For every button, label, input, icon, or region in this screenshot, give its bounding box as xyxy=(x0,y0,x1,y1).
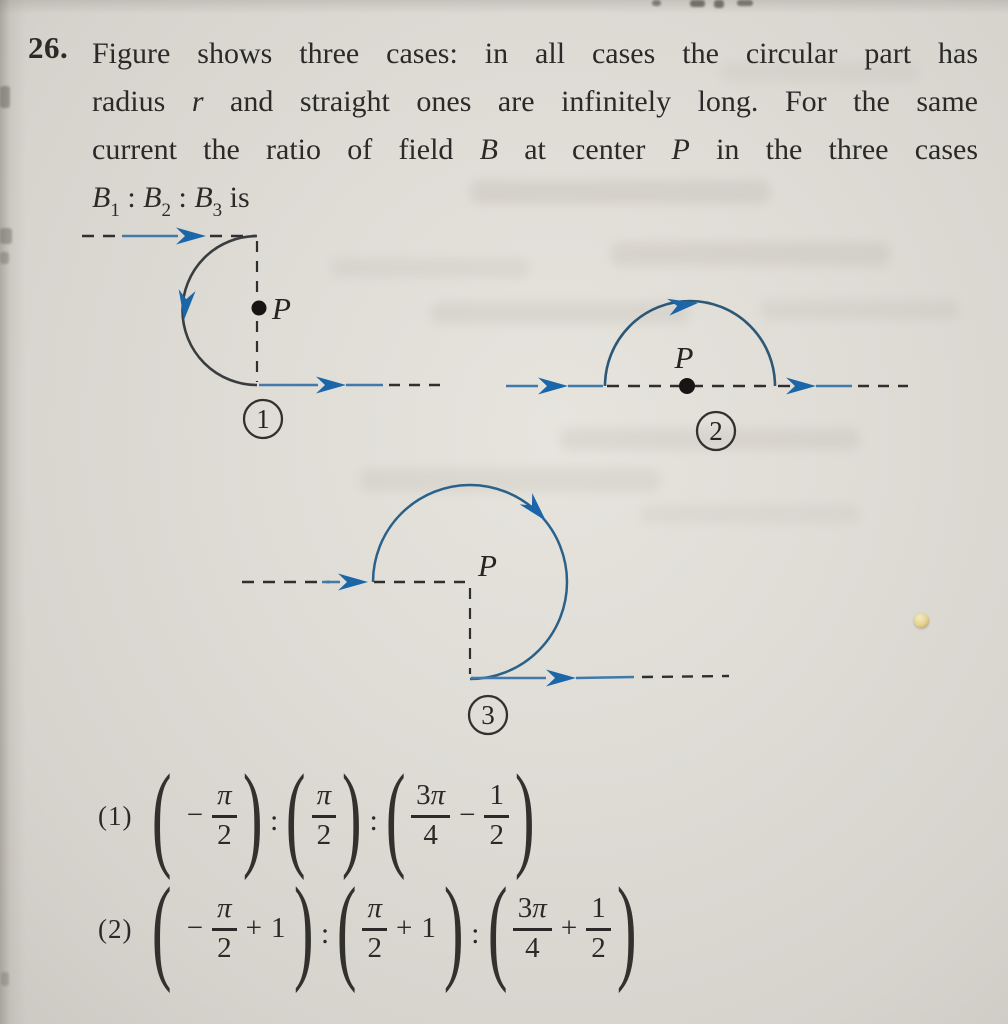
point-P-label: P xyxy=(674,340,694,375)
fraction-pi-2 xyxy=(312,780,337,851)
text-segment: current the ratio of field xyxy=(92,133,480,166)
option-2 xyxy=(98,863,637,995)
wire-current-segment xyxy=(576,677,634,678)
case-number: 1 xyxy=(256,404,270,434)
fraction-3pi-4 xyxy=(513,893,552,964)
page-edge-mark xyxy=(1,972,9,986)
question-line-1: Figure shows three cases: in all cases the circular part has xyxy=(92,37,978,70)
current-arrowhead xyxy=(667,295,699,316)
open-paren: ( xyxy=(487,863,507,995)
text-segment: is xyxy=(222,181,250,214)
var-B2: B xyxy=(143,181,162,214)
numerator: π xyxy=(367,892,382,925)
fraction-pi-2 xyxy=(362,893,387,964)
denominator: 2 xyxy=(591,931,606,964)
integer-one: 1 xyxy=(421,912,436,945)
denominator: 2 xyxy=(367,931,382,964)
plus-sign: + xyxy=(245,912,263,945)
var-B: B xyxy=(479,133,498,166)
ghost-smudge xyxy=(610,242,890,266)
text-segment: radius xyxy=(92,85,192,118)
figure-case-1 xyxy=(68,222,460,446)
fraction-pi-2 xyxy=(212,780,237,851)
point-P-label: P xyxy=(272,291,291,326)
text-segment: in the three cases xyxy=(689,133,978,166)
question-line-2 xyxy=(92,78,978,126)
case-number: 3 xyxy=(481,700,495,730)
subscript-3: 3 xyxy=(212,200,223,221)
fraction-bar xyxy=(484,815,509,817)
colon: : xyxy=(119,181,144,214)
fraction-pi-2 xyxy=(212,893,237,964)
option-1-term-1 xyxy=(168,780,247,851)
wire-dashed-segment xyxy=(642,676,729,677)
ratio-colon: : xyxy=(369,804,378,837)
option-1-term-3 xyxy=(401,780,519,851)
close-paren: ) xyxy=(341,750,362,882)
text-segment: at center xyxy=(497,133,672,166)
paper-speck xyxy=(914,613,929,628)
point-P-dot xyxy=(252,301,267,316)
page-edge-mark xyxy=(0,228,12,244)
numerator: π xyxy=(217,779,232,812)
page-edge-mark xyxy=(690,0,705,7)
current-arrowhead xyxy=(316,377,346,394)
fraction-bar xyxy=(586,928,611,930)
plus-sign: + xyxy=(396,912,413,945)
page-edge-mark xyxy=(714,0,724,8)
page-edge-mark xyxy=(652,0,661,6)
current-arrowhead xyxy=(176,289,196,321)
denominator: 2 xyxy=(217,931,232,964)
var-P: P xyxy=(671,133,690,166)
close-paren: ) xyxy=(293,863,314,995)
close-paren: ) xyxy=(616,863,637,995)
fraction-bar xyxy=(212,928,237,930)
minus-sign: − xyxy=(186,799,204,832)
close-paren: ) xyxy=(514,750,535,882)
numerator: 1 xyxy=(489,779,504,812)
option-2-label: (2) xyxy=(98,913,133,944)
case-number: 2 xyxy=(709,416,723,446)
ratio-colon: : xyxy=(471,917,480,950)
fraction-3pi-4 xyxy=(411,780,450,851)
open-paren: ( xyxy=(152,863,172,995)
question-text xyxy=(92,30,978,222)
denominator: 2 xyxy=(217,818,232,851)
numerator: 1 xyxy=(591,892,606,925)
page-edge-mark xyxy=(0,252,9,264)
numerator-coefficient: 3 xyxy=(517,892,533,925)
minus-sign: − xyxy=(186,912,204,945)
subscript-2: 2 xyxy=(161,200,171,221)
fraction-bar xyxy=(212,815,237,817)
open-paren: ( xyxy=(152,750,172,882)
question-number: 26. xyxy=(28,30,69,65)
figure-case-3 xyxy=(233,476,738,740)
colon: : xyxy=(171,181,195,214)
open-paren: ( xyxy=(286,750,306,882)
numerator-coefficient: 3 xyxy=(416,779,431,812)
fraction-bar xyxy=(411,815,450,817)
close-paren: ) xyxy=(242,750,263,882)
denominator: 4 xyxy=(525,931,540,964)
point-P-dot xyxy=(679,378,695,394)
current-arrowhead xyxy=(786,378,816,395)
ratio-colon: : xyxy=(320,917,330,950)
current-arrowhead xyxy=(176,228,206,245)
figure-case-2 xyxy=(495,292,915,452)
var-B3: B xyxy=(194,181,213,214)
numerator: π xyxy=(217,892,232,925)
numerator: π xyxy=(532,892,547,925)
current-arrowhead xyxy=(338,574,368,591)
fraction-bar xyxy=(362,928,387,930)
numerator: π xyxy=(316,779,332,812)
fraction-1-2 xyxy=(484,780,509,851)
open-paren: ( xyxy=(385,750,406,882)
denominator: 2 xyxy=(316,818,332,851)
option-1-term-2 xyxy=(302,780,347,851)
option-1-label: (1) xyxy=(98,800,133,831)
option-1 xyxy=(98,750,535,882)
integer-one: 1 xyxy=(271,912,286,945)
var-B1: B xyxy=(92,181,111,214)
ratio-colon: : xyxy=(269,804,279,837)
option-2-term-1 xyxy=(168,893,298,964)
page-edge-mark xyxy=(737,0,753,6)
fraction-1-2 xyxy=(586,893,611,964)
denominator: 4 xyxy=(423,818,438,851)
option-2-term-3 xyxy=(503,893,621,964)
page-edge-mark xyxy=(0,86,10,108)
numerator: π xyxy=(430,779,446,812)
plus-sign: + xyxy=(560,912,578,945)
var-r: r xyxy=(191,85,204,118)
subscript-1: 1 xyxy=(110,200,120,221)
close-paren: ) xyxy=(443,863,464,995)
semicircle-arc xyxy=(183,236,258,385)
current-arrowhead xyxy=(546,670,576,687)
fraction-bar xyxy=(312,815,337,817)
text-segment: and straight ones are infinitely long. For the same xyxy=(203,85,978,118)
denominator: 2 xyxy=(489,818,504,851)
question-line-3 xyxy=(92,126,978,174)
minus-sign: − xyxy=(459,799,476,832)
fraction-bar xyxy=(513,928,552,930)
option-2-term-2 xyxy=(352,893,447,964)
point-P-label: P xyxy=(478,548,497,583)
open-paren: ( xyxy=(336,863,357,995)
question-line-4 xyxy=(92,174,978,222)
current-arrowhead xyxy=(538,378,568,395)
